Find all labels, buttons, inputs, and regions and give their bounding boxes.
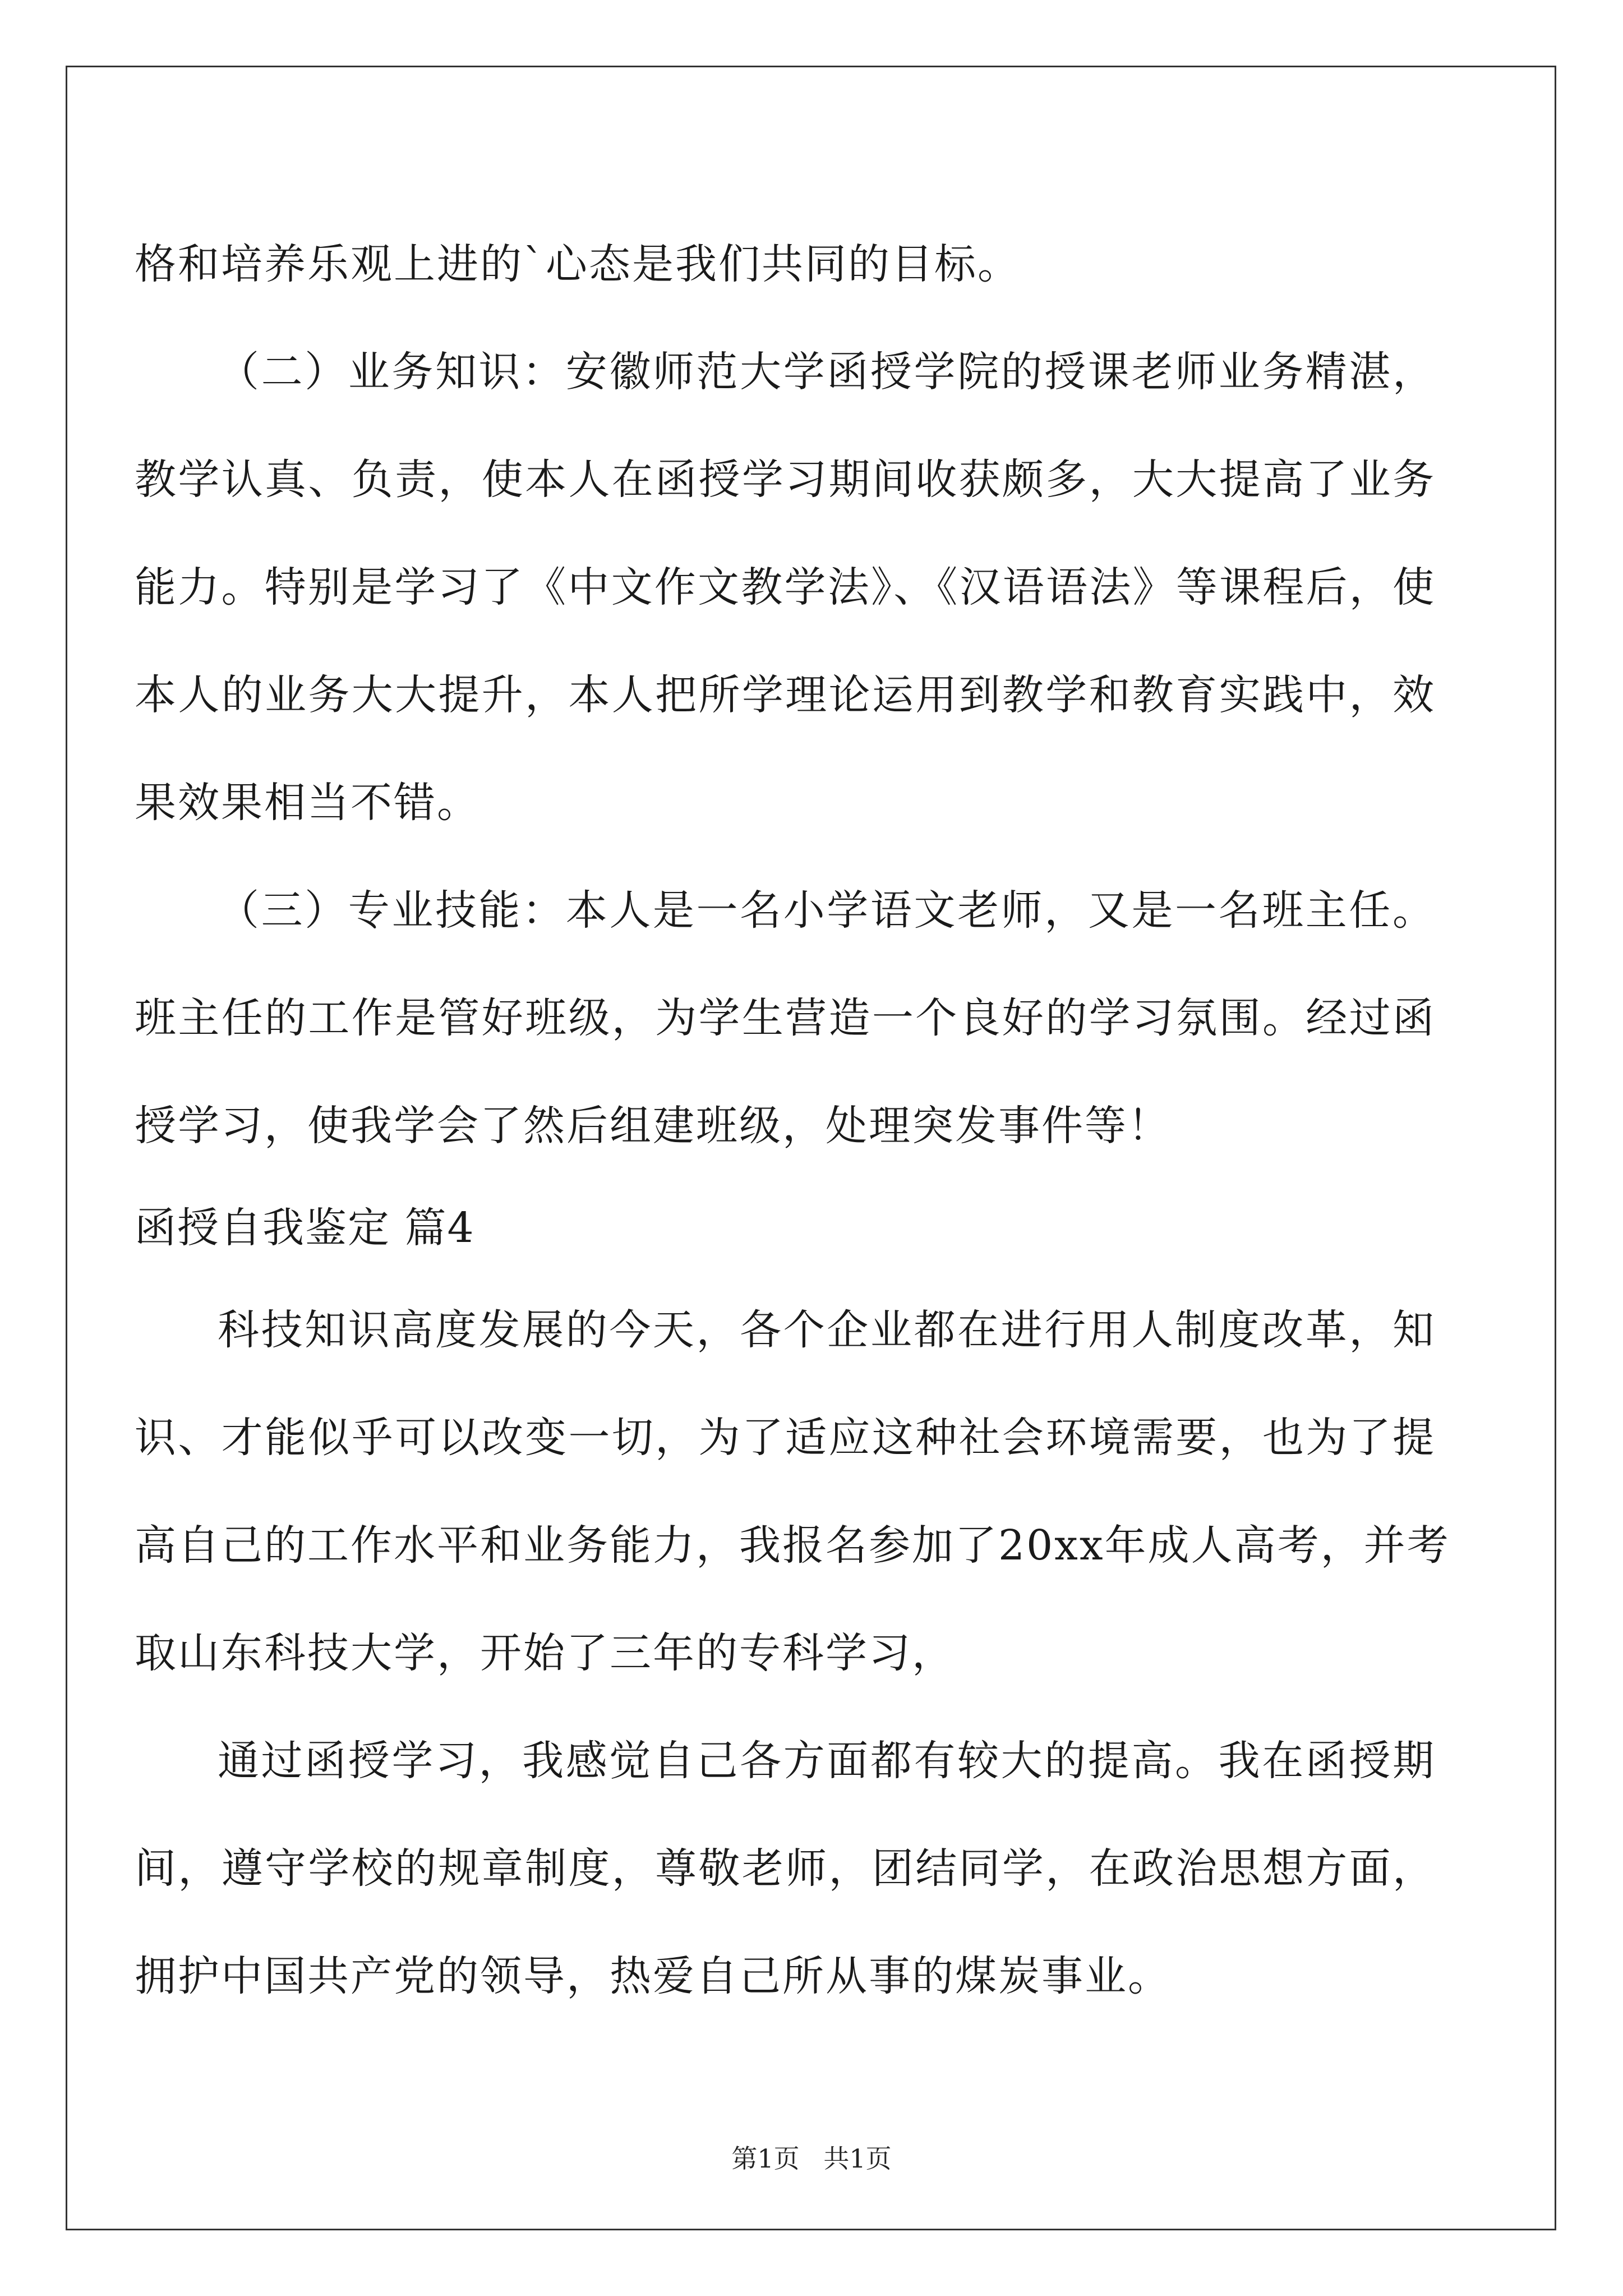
page-total: 共1页	[823, 2143, 892, 2174]
text-line: 科技知识高度发展的今天，各个企业都在进行用人制度改革，知	[218, 1306, 1436, 1354]
text-line: 本人的业务大大提升，本人把所学理论运用到教学和教育实践中，效	[135, 671, 1436, 719]
text-line: 识、才能似乎可以改变一切，为了适应这种社会环境需要，也为了提	[135, 1414, 1436, 1462]
section-heading: 函授自我鉴定 篇4	[135, 1204, 475, 1252]
text-line: （三）专业技能：本人是一名小学语文老师，又是一名班主任。	[218, 886, 1436, 935]
text-line: 间，遵守学校的规章制度，尊敬老师，团结同学，在政治思想方面，	[135, 1844, 1436, 1893]
page-footer	[0, 2138, 1623, 2175]
text-line: 取山东科技大学，开始了三年的专科学习，	[135, 1629, 955, 1677]
text-line: 果效果相当不错。	[135, 779, 480, 827]
text-line: 授学习，使我学会了然后组建班级，处理突发事件等！	[135, 1102, 1171, 1150]
text-line: 拥护中国共产党的领导，热爱自己所从事的煤炭事业。	[135, 1952, 1171, 2000]
text-line: 通过函授学习，我感觉自己各方面都有较大的提高。我在函授期	[218, 1737, 1436, 1785]
text-line: 教学认真、负责，使本人在函授学习期间收获颇多，大大提高了业务	[135, 455, 1436, 504]
text-line: 能力。特别是学习了《中文作文教学法》、《汉语语法》等课程后，使	[135, 563, 1436, 611]
text-line: 格和培养乐观上进的`心态是我们共同的目标。	[135, 240, 1021, 288]
text-line: 班主任的工作是管好班级，为学生营造一个良好的学习氛围。经过函	[135, 994, 1436, 1042]
document-body	[135, 210, 1450, 2030]
text-line: （二）业务知识：安徽师范大学函授学院的授课老师业务精湛，	[218, 348, 1436, 396]
page-number: 第1页	[731, 2143, 800, 2174]
text-line: 高自己的工作水平和业务能力，我报名参加了20xx年成人高考，并考	[135, 1521, 1450, 1570]
